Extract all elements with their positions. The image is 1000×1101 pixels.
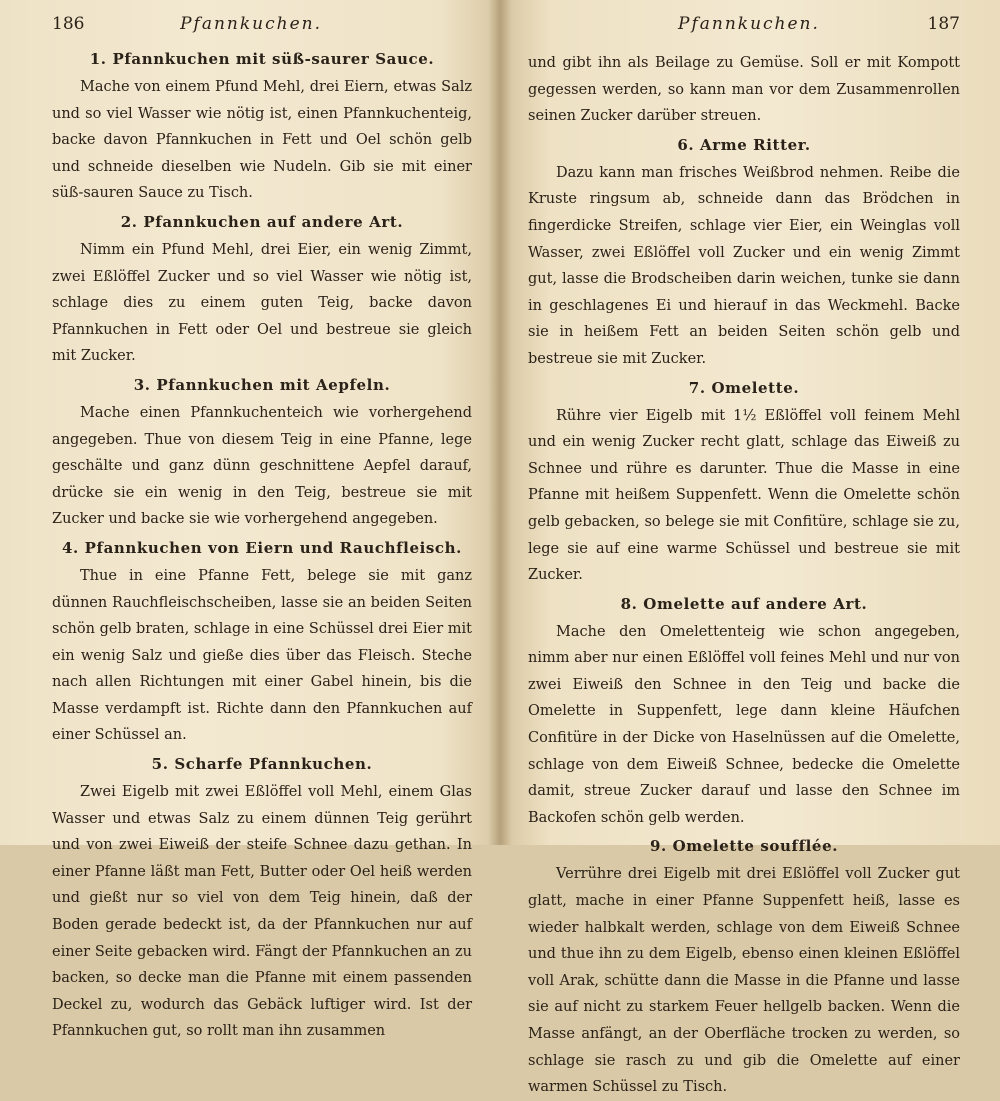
- recipe-heading: 7. Omelette.: [688, 378, 800, 397]
- left-running-title: Pfannkuchen.: [180, 14, 322, 34]
- recipe-text: Dazu kann man frisches Weißbrod nehmen. Reibe die Kruste ringsum ab, schneide dann das Brödchen in fingerdicke Streifen, schlage vier Eier, ein Weinglas voll Wasser, zwei Eßlöffel voll Zucker und ein wenig Zimmt gut, lasse die Brodscheiben darin weichen, tunke sie dann in geschlagenes Ei und hierauf in das Weckmehl. Backe sie in heißem Fett an beiden Seiten schön gelb und bestreue sie mit Zucker.: [528, 164, 960, 367]
- right-page-number: 187: [927, 14, 960, 34]
- left-page: [0, 0, 500, 1040]
- recipe-heading: 8. Omelette auf andere Art.: [620, 594, 868, 613]
- recipe-text: Zwei Eigelb mit zwei Eßlöffel voll Mehl, einem Glas Wasser und etwas Salz zu einem dünnen Teig gerührt und von zwei Eiweiß der steife Schnee dazu gethan. In einer Pfanne läßt man Fett, Butter oder Oel heiß werden und gießt nur so viel von dem Teig hinein, daß der Boden gerade bedeckt ist, da der Pfannkuchen nur auf einer Seite gebacken wird. Fängt der Pfannkuchen an zu backen, so decke man die Pfanne mit einem passenden Deckel zu, wodurch das Gebäck luftiger wird. Ist der Pfannkuchen gut, so rollt man ihn zusammen: [52, 784, 472, 1040]
- recipe-text: Verrühre drei Eigelb mit drei Eßlöffel voll Zucker gut glatt, mache in einer Pfanne Suppenfett heiß, lasse es wieder halbkalt werden, schlage von dem Eiweiß Schnee und thue ihn zu dem Eigelb, ebenso einen kleinen Eßlöffel voll Arak, schütte dann die Masse in die Pfanne und lasse sie auf nicht zu starkem Feuer hellgelb backen. Wenn die Masse anfängt, an der Oberfläche trocken zu werden, so schlage sie rasch zu und gib die Omelette auf einer warmen Schüssel zu Tisch.: [528, 866, 960, 1096]
- recipe-text: Mache den Omelettenteig wie schon angegeben, nimm aber nur einen Eßlöffel voll feines Mehl und nur von zwei Eiweiß den Schnee in den Teig und backe die Omelette in Suppenfett, lege dann kleine Häufchen Confitüre in der Dicke von Haselnüssen auf die Omelette, schlage von dem Eiweiß Schnee, bedecke die Omelette damit, streue Zucker darauf und lasse den Schnee im Backofen schön gelb werden.: [528, 623, 960, 826]
- recipe-text: Thue in eine Pfanne Fett, belege sie mit ganz dünnen Rauchfleischscheiben, lasse sie an beiden Seiten schön gelb braten, schlage in eine Schüssel drei Eier mit ein wenig Salz und gieße dies über das Fleisch. Steche nach allen Richtungen mit einer Gabel hinein, bis die Masse verdampft ist. Richte dann den Pfannkuchen auf einer Schüssel an.: [52, 567, 472, 744]
- recipe-text: Mache von einem Pfund Mehl, drei Eiern, etwas Salz und so viel Wasser wie nötig ist, einen Pfannkuchenteig, backe davon Pfannkuchen in Fett und Oel schön gelb und schneide dieselben wie Nudeln. Gib sie mit einer süß-sauren Sauce zu Tisch.: [52, 79, 472, 202]
- recipe-heading: 1. Pfannkuchen mit süß-saurer Sauce.: [89, 50, 435, 68]
- left-running-head: [52, 14, 472, 42]
- continuation-text: und gibt ihn als Beilage zu Gemüse. Soll er mit Kompott gegessen werden, so kann man vor dem Zusammenrollen seinen Zucker darüber streuen.: [528, 55, 960, 125]
- recipe-heading: 5. Scharfe Pfannkuchen.: [151, 755, 373, 774]
- recipe-text: Nimm ein Pfund Mehl, drei Eier, ein wenig Zimmt, zwei Eßlöffel Zucker und so viel Wasser wie nötig ist, schlage dies zu einem guten Teig, backe davon Pfannkuchen in Fett oder Oel und bestreue sie gleich mit Zucker.: [52, 241, 472, 365]
- recipe-heading: 2. Pfannkuchen auf andere Art.: [120, 212, 404, 231]
- left-page-number: 186: [52, 14, 85, 34]
- recipe-heading: 9. Omelette soufflée.: [649, 837, 839, 856]
- right-running-title: Pfannkuchen.: [678, 14, 820, 34]
- recipe-heading: 3. Pfannkuchen mit Aepfeln.: [133, 375, 391, 394]
- right-running-head: [528, 14, 960, 42]
- recipe-text: Mache einen Pfannkuchenteich wie vorhergehend angegeben. Thue von diesem Teig in eine Pfanne, lege geschälte und ganz dünn geschnittene Aepfel darauf, drücke sie ein wenig in den Teig, bestreue sie mit Zucker und backe sie wie vorhergehend angegeben.: [52, 404, 472, 528]
- right-page: [500, 0, 1000, 1096]
- recipe-heading: 4. Pfannkuchen von Eiern und Rauchfleisch.: [61, 538, 462, 557]
- recipe-text: Rühre vier Eigelb mit 1½ Eßlöffel voll feinem Mehl und ein wenig Zucker recht glatt, schlage das Eiweiß zu Schnee und rühre es darunter. Thue die Masse in eine Pfanne mit heißem Suppenfett. Wenn die Omelette schön gelb gebacken, so belege sie mit Confitüre, schlage sie zu, lege sie auf eine warme Schüssel und bestreue sie mit Zucker.: [528, 407, 960, 584]
- recipe-heading: 6. Arme Ritter.: [677, 135, 811, 154]
